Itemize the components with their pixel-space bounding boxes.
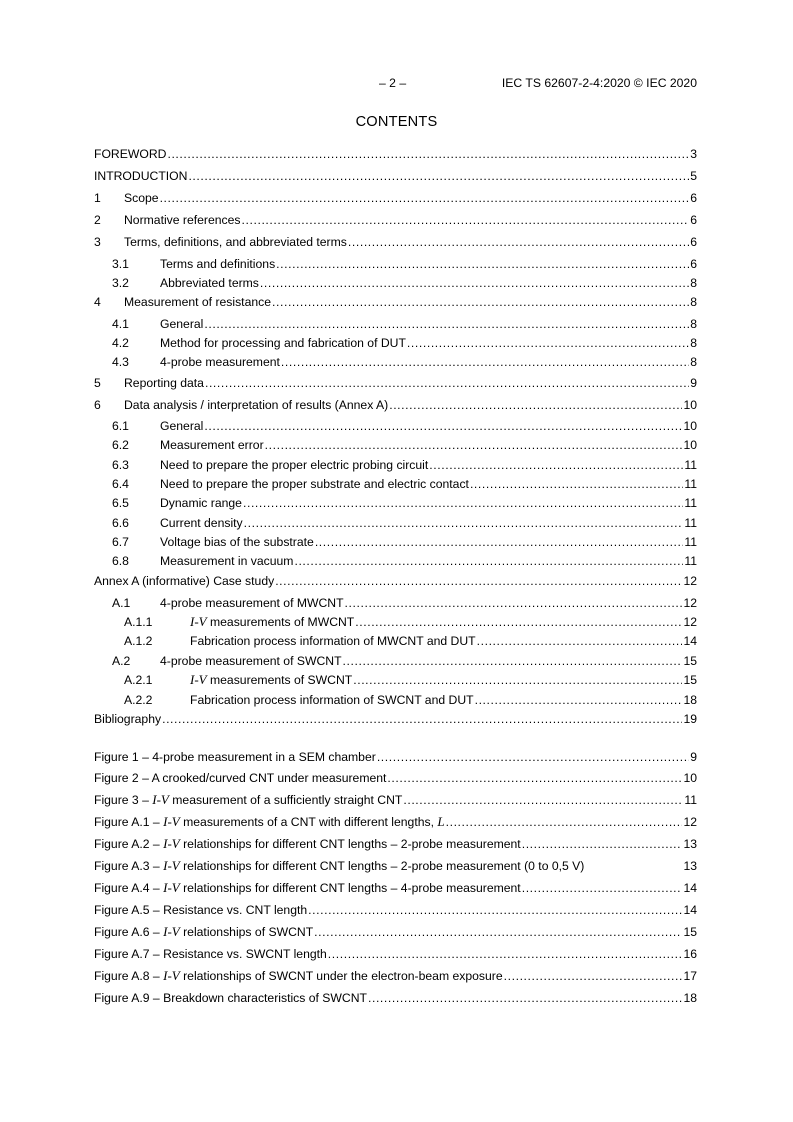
toc-entry[interactable] xyxy=(94,418,697,434)
toc-entry-title-text: Data analysis / interpretation of results (Annex A) xyxy=(124,398,389,412)
dot-leader xyxy=(315,534,684,550)
toc-entry-number: 4.1 xyxy=(112,317,129,331)
toc-entry-title-text: General xyxy=(160,317,204,331)
toc-entry[interactable] xyxy=(94,437,697,453)
figure-entry-page: 13 xyxy=(683,859,697,873)
toc-entry-title xyxy=(124,294,271,310)
dot-leader xyxy=(504,968,683,984)
toc-entry-page: 15 xyxy=(683,673,697,687)
toc-entry-page: 11 xyxy=(684,496,697,510)
dot-leader xyxy=(522,836,683,852)
toc-entry-title-text: General xyxy=(160,419,204,433)
toc-entry[interactable] xyxy=(94,595,697,611)
figure-entry[interactable] xyxy=(94,792,697,808)
toc-entry[interactable] xyxy=(94,190,697,206)
figure-entry-page: 9 xyxy=(690,750,697,764)
toc-entry-number: A.1.2 xyxy=(124,634,153,648)
figure-entry-title-italic: I-V xyxy=(152,792,169,807)
figure-entry-page: 14 xyxy=(683,881,697,895)
figure-entry-page: 11 xyxy=(684,793,697,807)
figure-entry-title xyxy=(94,858,584,874)
figure-entry-title-text: measurement of a sufficiently straight CNT xyxy=(168,793,403,807)
toc-entry-page: 6 xyxy=(690,257,697,271)
figure-entry-title-italic: I-V xyxy=(163,836,180,851)
toc-entry-title xyxy=(124,234,347,250)
dot-leader xyxy=(167,146,689,162)
figure-entry-title-text: Figure A.4 – xyxy=(94,881,164,895)
figure-entry-title-text: Figure 2 – A crooked/curved CNT under measurement xyxy=(94,771,387,785)
toc-entry[interactable] xyxy=(94,354,697,370)
dot-leader xyxy=(355,614,682,630)
figure-entry[interactable] xyxy=(94,858,697,874)
dot-leader xyxy=(160,190,690,206)
toc-entry-title-text: Terms, definitions, and abbreviated terms xyxy=(124,235,347,249)
toc-entry-title-text: Voltage bias of the substrate xyxy=(160,535,314,549)
toc-entry-page: 9 xyxy=(690,376,697,390)
toc-entry[interactable] xyxy=(94,711,697,727)
toc-entry-title xyxy=(160,534,314,550)
figure-entry[interactable] xyxy=(94,770,697,786)
toc-entry[interactable] xyxy=(94,614,697,630)
toc-entry[interactable] xyxy=(94,335,697,351)
dot-leader xyxy=(294,553,683,569)
toc-entry-number: A.2.2 xyxy=(124,693,153,707)
figure-entry-title-text: measurements of a CNT with different lengths, xyxy=(179,815,438,829)
toc-entry-page: 10 xyxy=(683,438,697,452)
figure-entry[interactable] xyxy=(94,946,697,962)
toc-entry-number: 1 xyxy=(94,191,101,205)
toc-entry-number: 4 xyxy=(94,295,101,309)
toc-entry-page: 8 xyxy=(690,336,697,350)
toc-entry-title-text: Fabrication process information of SWCNT and DUT xyxy=(190,693,474,707)
figure-entry-title xyxy=(94,946,327,962)
toc-entry-title-text: Method for processing and fabrication of DUT xyxy=(160,336,406,350)
figure-entry-title xyxy=(94,990,367,1006)
toc-entry-title xyxy=(160,335,406,351)
toc-entry-page: 12 xyxy=(683,615,697,629)
toc-entry-title xyxy=(124,190,159,206)
toc-entry-title xyxy=(124,397,388,413)
toc-entry-title-text: 4-probe measurement xyxy=(160,355,280,369)
figure-entry[interactable] xyxy=(94,902,697,918)
toc-entry[interactable] xyxy=(94,316,697,332)
dot-leader xyxy=(353,672,682,688)
dot-leader xyxy=(276,256,689,272)
toc-entry-number: 6.8 xyxy=(112,554,129,568)
figure-entry[interactable] xyxy=(94,968,697,984)
dot-leader xyxy=(343,653,683,669)
figure-entry-page: 18 xyxy=(683,991,697,1005)
toc-entry-title xyxy=(160,275,259,291)
toc-entry[interactable] xyxy=(94,256,697,272)
toc-entry-page: 11 xyxy=(684,554,697,568)
toc-entry-page: 11 xyxy=(684,535,697,549)
dot-leader xyxy=(204,316,689,332)
figure-entry-page: 17 xyxy=(683,969,697,983)
toc-entry-page: 12 xyxy=(683,574,697,588)
toc-entry-title-text: Dynamic range xyxy=(160,496,242,510)
toc-entry-page: 8 xyxy=(690,317,697,331)
toc-entry[interactable] xyxy=(94,397,697,413)
dot-leader xyxy=(470,476,683,492)
toc-entry-number: 6.4 xyxy=(112,477,129,491)
figure-entry-title xyxy=(94,924,313,940)
figure-entry[interactable] xyxy=(94,880,697,896)
figure-entry[interactable] xyxy=(94,990,697,1006)
toc-entry-title xyxy=(160,316,203,332)
toc-entry-page: 6 xyxy=(690,191,697,205)
toc-entry-page: 10 xyxy=(683,398,697,412)
toc-entry-title xyxy=(94,711,161,727)
toc-entry-page: 6 xyxy=(690,213,697,227)
figure-entry-title-text: Figure A.3 – xyxy=(94,859,164,873)
toc-entry-title-text: Measurement of resistance xyxy=(124,295,271,309)
toc-entry-title xyxy=(190,692,474,708)
figure-entry-title-text: Figure A.9 – Breakdown characteristics of SWCNT xyxy=(94,991,367,1005)
toc-entry-title-text: Terms and definitions xyxy=(160,257,276,271)
dot-leader xyxy=(272,294,689,310)
toc-entry-title xyxy=(124,212,241,228)
toc-entry[interactable] xyxy=(94,212,697,228)
toc-entry[interactable] xyxy=(94,653,697,669)
dot-leader xyxy=(242,212,690,228)
dot-leader xyxy=(314,924,682,940)
toc-entry[interactable] xyxy=(94,457,697,473)
figure-entry-title-text: Figure A.7 – Resistance vs. SWCNT length xyxy=(94,947,327,961)
figure-entry-title xyxy=(94,770,386,786)
figure-entry-title-text: relationships of SWCNT xyxy=(179,925,314,939)
toc-entry-number: 6.3 xyxy=(112,458,129,472)
toc-entry-page: 15 xyxy=(683,654,697,668)
dot-leader xyxy=(377,749,689,765)
toc-entry[interactable] xyxy=(94,294,697,310)
figure-entry-page: 15 xyxy=(683,925,697,939)
toc-entry-title-text: Normative references xyxy=(124,213,241,227)
figure-entry-title xyxy=(94,814,445,830)
dot-leader xyxy=(308,902,682,918)
dot-leader xyxy=(188,168,689,184)
toc-entry-page: 14 xyxy=(683,634,697,648)
toc-entry-title xyxy=(160,256,275,272)
figure-entry-title-italic: I-V xyxy=(163,858,180,873)
toc-entry[interactable] xyxy=(94,476,697,492)
document-id: IEC TS 62607-2-4:2020 © IEC 2020 xyxy=(501,76,697,90)
toc-entry-page: 10 xyxy=(683,419,697,433)
toc-entry[interactable] xyxy=(94,692,697,708)
toc-entry-number: 4.2 xyxy=(112,336,129,350)
toc-entry-title-text: Annex A (informative) Case study xyxy=(94,574,275,588)
toc-entry-title xyxy=(160,495,242,511)
figure-entry-title-text: relationships of SWCNT under the electron-beam exposure xyxy=(179,969,503,983)
toc-entry-page: 19 xyxy=(683,712,697,726)
toc-entry-title-italic: I-V xyxy=(190,614,207,629)
dot-leader xyxy=(260,275,689,291)
dot-leader xyxy=(244,515,684,531)
toc-entry-page: 12 xyxy=(683,596,697,610)
toc-entry-title-text: Need to prepare the proper electric probing circuit xyxy=(160,458,429,472)
toc-entry-title-text: Reporting data xyxy=(124,376,204,390)
toc-entry-page: 11 xyxy=(684,516,697,530)
dot-leader xyxy=(403,792,683,808)
toc-entry-title-text: Need to prepare the proper substrate and electric contact xyxy=(160,477,469,491)
toc-entry[interactable] xyxy=(94,168,697,184)
toc-entry-title-text: Measurement in vacuum xyxy=(160,554,294,568)
figure-entry-title xyxy=(94,902,307,918)
toc-entry-page: 5 xyxy=(690,169,697,183)
figure-entry-title-text: Figure A.6 – xyxy=(94,925,164,939)
toc-entry-title xyxy=(190,633,476,649)
figure-entry-title-italic: I-V xyxy=(163,924,180,939)
figure-entry-title-text: relationships for different CNT lengths – 2-probe measurement xyxy=(179,837,521,851)
toc-entry-title xyxy=(124,375,204,391)
figure-entry-title xyxy=(94,836,521,852)
toc-entry-number: 3 xyxy=(94,235,101,249)
figure-entry[interactable] xyxy=(94,836,697,852)
toc-entry-page: 3 xyxy=(690,147,697,161)
figure-entry-page: 16 xyxy=(683,947,697,961)
figure-entry-title-text: Figure A.8 – xyxy=(94,969,164,983)
figure-entry[interactable] xyxy=(94,749,697,765)
figure-entry-title-italic: L xyxy=(437,814,445,829)
figure-entry-title-text: Figure 3 – xyxy=(94,793,153,807)
toc-entry[interactable] xyxy=(94,534,697,550)
figure-entry-title-text: Figure A.2 – xyxy=(94,837,164,851)
toc-entry-title-text: measurements of SWCNT xyxy=(206,673,353,687)
toc-entry-title xyxy=(160,476,469,492)
toc-entry-title-text: measurements of MWCNT xyxy=(206,615,355,629)
dot-leader xyxy=(387,770,682,786)
figure-entry-title-text: Figure 1 – 4-probe measurement in a SEM chamber xyxy=(94,750,376,764)
dot-leader xyxy=(281,354,689,370)
toc-entry-number: 6.6 xyxy=(112,516,129,530)
toc-entry-title-text: 4-probe measurement of SWCNT xyxy=(160,654,342,668)
toc-entry-page: 8 xyxy=(690,276,697,290)
toc-entry-number: 3.1 xyxy=(112,257,129,271)
toc-entry[interactable] xyxy=(94,275,697,291)
toc-entry-title-text: INTRODUCTION xyxy=(94,169,188,183)
toc-entry-title-italic: I-V xyxy=(190,672,207,687)
toc-entry[interactable] xyxy=(94,633,697,649)
figure-entry[interactable] xyxy=(94,814,697,830)
page-header xyxy=(0,76,793,92)
toc-entry-page: 11 xyxy=(684,477,697,491)
dot-leader xyxy=(204,418,682,434)
figure-entry-title xyxy=(94,792,402,808)
dot-leader xyxy=(522,880,683,896)
figure-entry-title-italic: I-V xyxy=(163,968,180,983)
toc-entry-title xyxy=(160,418,203,434)
figure-entry-title-text: relationships for different CNT lengths – 4-probe measurement xyxy=(179,881,521,895)
figure-entry-title-text: Figure A.5 – Resistance vs. CNT length xyxy=(94,903,308,917)
toc-entry-number: 4.3 xyxy=(112,355,129,369)
toc-entry-number: 6.1 xyxy=(112,419,129,433)
dot-leader xyxy=(345,595,683,611)
toc-entry-page: 8 xyxy=(690,295,697,309)
toc-entry-title-text: Bibliography xyxy=(94,712,162,726)
toc-entry-number: A.2 xyxy=(112,654,131,668)
toc-entry-title xyxy=(190,614,354,630)
toc-entry-page: 18 xyxy=(683,693,697,707)
toc-entry[interactable] xyxy=(94,146,697,162)
toc-entry-page: 11 xyxy=(684,458,697,472)
toc-entry-title-text: Current density xyxy=(160,516,243,530)
figure-entry-page: 10 xyxy=(683,771,697,785)
toc-entry-number: A.2.1 xyxy=(124,673,153,687)
dot-leader xyxy=(348,234,689,250)
dot-leader xyxy=(243,495,683,511)
toc-entry-title xyxy=(160,553,293,569)
toc-entry-title-text: FOREWORD xyxy=(94,147,167,161)
toc-entry-number: 5 xyxy=(94,376,101,390)
dot-leader xyxy=(275,573,682,589)
toc-entry[interactable] xyxy=(94,573,697,589)
toc-entry-title xyxy=(160,595,344,611)
toc-entry-number: 2 xyxy=(94,213,101,227)
dot-leader xyxy=(429,457,683,473)
toc-entry-title xyxy=(160,515,243,531)
page-number: – 2 – xyxy=(379,76,407,90)
toc-entry-title-text: Measurement error xyxy=(160,438,264,452)
dot-leader xyxy=(389,397,682,413)
toc-entry-title xyxy=(160,437,264,453)
figure-entry-title xyxy=(94,968,503,984)
toc-entry-title xyxy=(160,354,280,370)
figure-entry-page: 14 xyxy=(683,903,697,917)
toc-entry-title-text: Scope xyxy=(124,191,159,205)
dot-leader xyxy=(475,692,683,708)
figure-entry-page: 12 xyxy=(683,815,697,829)
toc-entry[interactable] xyxy=(94,553,697,569)
figure-entry-title-italic: I-V xyxy=(163,880,180,895)
dot-leader xyxy=(162,711,682,727)
figure-entry-title-text: Figure A.1 – xyxy=(94,815,164,829)
toc-entry-number: 6.5 xyxy=(112,496,129,510)
dot-leader xyxy=(446,814,683,830)
toc-entry-number: 6.2 xyxy=(112,438,129,452)
toc-entry-title-text: 4-probe measurement of MWCNT xyxy=(160,596,344,610)
toc-entry-number: 3.2 xyxy=(112,276,129,290)
toc-entry-title xyxy=(94,168,187,184)
toc-entry-title-text: Fabrication process information of MWCNT and DUT xyxy=(190,634,476,648)
toc-entry[interactable] xyxy=(94,375,697,391)
toc-entry-number: A.1 xyxy=(112,596,131,610)
toc-entry-number: 6.7 xyxy=(112,535,129,549)
toc-entry-number: A.1.1 xyxy=(124,615,153,629)
toc-entry-title-text: Abbreviated terms xyxy=(160,276,259,290)
toc-entry[interactable] xyxy=(94,234,697,250)
toc-entry-title xyxy=(94,146,166,162)
toc-entry-page: 6 xyxy=(690,235,697,249)
dot-leader xyxy=(477,633,683,649)
toc-entry-number: 6 xyxy=(94,398,101,412)
figure-entry-title xyxy=(94,749,376,765)
dot-leader xyxy=(368,990,682,1006)
toc-entry-title xyxy=(160,457,428,473)
dot-leader xyxy=(265,437,683,453)
dot-leader xyxy=(407,335,689,351)
figure-entry-page: 13 xyxy=(683,837,697,851)
toc-entry[interactable] xyxy=(94,515,697,531)
toc-entry[interactable] xyxy=(94,495,697,511)
dot-leader xyxy=(328,946,683,962)
dot-leader xyxy=(205,375,689,391)
toc-entry-page: 8 xyxy=(690,355,697,369)
figure-entry-title-text: relationships for different CNT lengths – 2-probe measurement (0 to 0,5 V) xyxy=(179,859,585,873)
toc-entry-title xyxy=(94,573,274,589)
figure-entry[interactable] xyxy=(94,924,697,940)
toc-entry-title xyxy=(160,653,342,669)
figure-entry-title xyxy=(94,880,521,896)
contents-title: CONTENTS xyxy=(355,114,438,130)
figure-entry-title-italic: I-V xyxy=(163,814,180,829)
toc-entry-title xyxy=(190,672,352,688)
toc-entry[interactable] xyxy=(94,672,697,688)
